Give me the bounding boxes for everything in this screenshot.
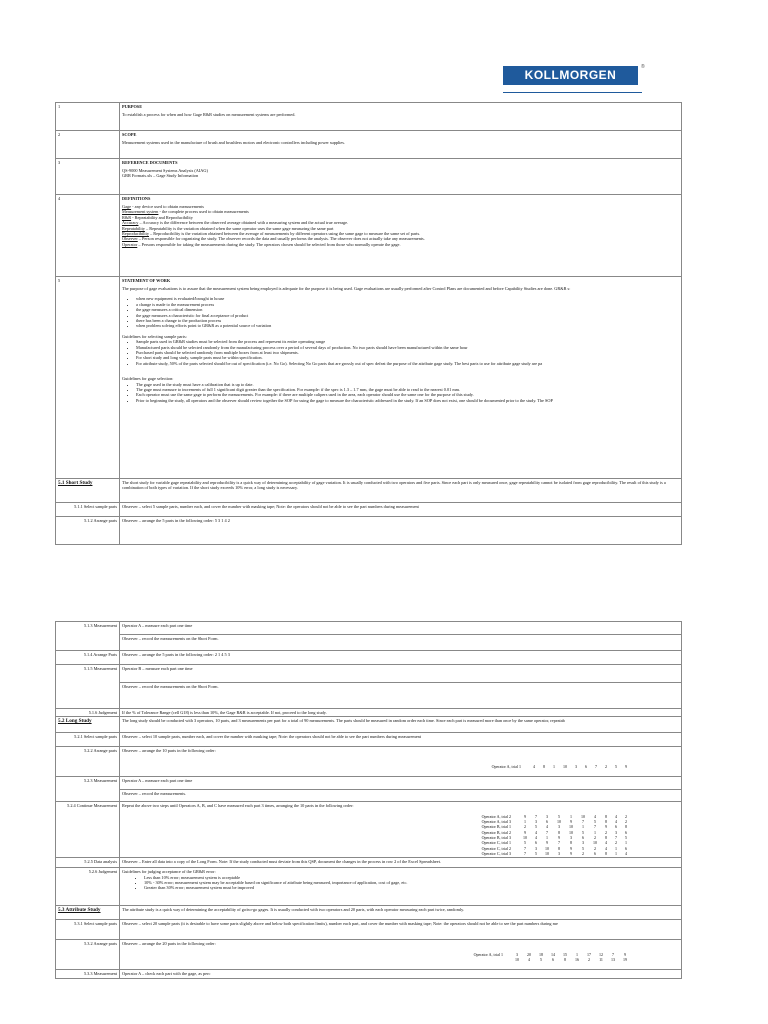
row-label: Operator A, trial 1 [491,763,521,769]
step-label: 5.2.3 Measurement [56,777,120,802]
step-text: Operator A – measure each part one time [120,622,682,635]
order-grid-long-trials [478,814,631,856]
step-text: Guidelines for judging acceptance of the GR&R error: • Less than 10% error; measurement system is acceptable • 10% - 30% error; measurement system may be acceptable based on significance of attribute being measured, importance of application, cost of gage, etc. • Greater than 30% error; measurement system must be improved [120,868,682,906]
list-item: • there has been a change to the production process [136,318,679,323]
list-item: • when problem solving efforts point to GR&R as a potential source of variation [136,323,679,328]
step-text: Observer – record the measurements on the Short Form. [120,635,682,651]
row-5-1-1 [56,503,682,517]
step-label: 5.3.2 Arrange parts [56,940,120,970]
step-text: Observer – select 20 sample parts (it is desirable to have some parts slightly above and below both specification limits), number each part, and cover the number with masking tape; Note: the operators should not be able to see the part numbers during me [120,920,682,940]
table-row: Operator C, trial 3 7 5 10 3 9 2 6 8 1 4 [481,850,627,856]
row-short-study [56,479,682,503]
table-row: Operator A, trial 1 4 8 1 10 3 6 7 2 5 9 [488,764,631,769]
step-text: Observer – arrange the 10 parts in the following order: Operator A, trial 1 4 8 1 10 3 6 7 2 5 9 [120,747,682,777]
list-item: • Manufactured parts should be selected randomly from the manufacturing process over a period of several days of production. No two parts should have been manufactured within the same hour [136,345,679,350]
list-item: • The gage must measure to increments of full 1 significant digit greater than the specification. For example: if the spec is 1.3 – 1.7 mm, the gage must be able to read to the nearest 0.01 mm. [136,387,679,392]
procedure-table-page1 [55,102,682,545]
row-5-2-4 [56,802,682,858]
step-label: 5.3.1 Select sample parts [56,920,120,940]
kollmorgen-logo: KOLLMORGEN [503,66,638,85]
row-5-1-4 [56,651,682,665]
row-purpose [56,103,682,131]
row-5-2-3-record [56,790,682,802]
row-5-1-5 [56,665,682,683]
definition-item: Measurement system - the complete process used to obtain measurements [122,209,249,215]
statement-intro: The purpose of gage evaluations is to assure that the measurement system being employed is adequate for the purpose it is being used. Gage evaluations are usually performed after Control Plans are documented and before Capability Studies are done. GR&R s: [122,285,571,291]
row-5-3-1 [56,920,682,940]
row-5-2-3 [56,777,682,790]
table-row: Operator A, trial 2 9 7 3 5 1 10 4 8 4 2 [481,813,627,819]
section-number: 1 [56,103,120,131]
list-item: • For short study and long study, sample parts must be within specification. [136,355,679,360]
references-title: REFERENCE DOCUMENTS [122,160,178,165]
row-5-1-3-record [56,635,682,651]
step-label: 5.1.2 Arrange parts [56,517,120,545]
definitions-title: DEFINITIONS [122,196,151,201]
row-long-study [56,717,682,733]
table-row: Operator B, trial 1 2 5 4 3 10 1 7 9 6 8 [481,824,627,830]
row-5-2-2 [56,747,682,777]
table-row: Operator C, trial 1 5 6 9 7 8 3 10 4 2 1 [481,840,627,846]
row-attribute-study [56,906,682,920]
list-item: • Greater than 30% error; measurement system must be improved [144,885,679,890]
table-row: Operator B, trial 2 9 4 7 8 10 5 1 2 3 6 [481,829,627,835]
step-text: Observer – select 5 sample parts, number each, and cover the number with masking tape; Note: the operators should not be able to see the part numbers during measurement [120,503,682,517]
list-item: • For attribute study, 50% of the parts selected should be out of specification (i.e. No Go). Selecting No Go parts that are grossly out of spec defeat the purpose of the attribute gage study. The best parts to use for attribute gage study are pa [136,361,679,366]
list-item: • Less than 10% error; measurement system is acceptable [144,875,679,880]
section-number: 2 [56,131,120,159]
table-row: Operator B, trial 3 10 4 1 9 3 6 2 8 7 5 [481,835,627,840]
registered-mark: ® [641,64,645,70]
step-label: 5.2.2 Arrange parts [56,747,120,777]
step-label: 5.1.5 Measurement [56,665,120,709]
row-5-1-5-record [56,683,682,709]
definition-item: Operator – Persons responsible for taking the measurements during the study. The operators chosen should be selected from those who normally operate the gage. [122,241,401,247]
definition-item: Observer – Person responsible for organizing the study. The observer records the data and usually performs the analysis. The observer does not actually take any measurements. [122,236,425,242]
step-text: Operator A – check each part with the gage, as perc [120,970,682,978]
section-number: 5 [56,277,120,479]
scope-cell [120,131,682,159]
definition-item: R&R - Repeatability and Reproducibility [122,214,193,220]
row-5-1-3 [56,622,682,635]
step-text: Observer – record the measurements on the Short Form. [120,683,682,709]
step-label: 5.2.1 Select sample parts [56,733,120,747]
row-scope [56,131,682,159]
attribute-study-text: The attribute study is a quick way of determining the acceptability of go/no-go gages. It is usually conducted with two operators and 20 parts, with each operator measuring each part twice, randomly. [120,906,682,920]
row-5-1-6 [56,709,682,717]
step-text: Operator B – measure each part one time [120,665,682,683]
sample-guidelines-list [122,339,679,366]
list-item: • Sample parts used in GR&R studies must be selected from the process and represent its entire operating range [136,339,679,344]
list-item: • 10% - 30% error; measurement system may be acceptable based on significance of attribute being measured, importance of application, cost of gage, etc. [144,880,679,885]
step-label: 5.1.1 Select sample parts [56,503,120,517]
step-text: Operator A – measure each part one time [120,777,682,790]
list-item: • The gage used in the study must have a calibration that is up to date. [136,382,679,387]
step-label: 5.2.4 Continue Measurement [56,802,120,858]
judgement-list [122,875,679,891]
table-row: Operator A, trial 3 1 3 6 10 9 7 5 8 4 2 [481,819,627,825]
step-label: 5.1.6 Judgement [56,709,120,717]
row-5-3-2 [56,940,682,970]
reference-line: QS-9000 Measurement Systems Analysis (AIAG) [122,167,208,173]
table-row: Operator A, trial 1 3 20 18 14 15 1 17 12 7 9 [470,952,631,957]
list-item: • Purchased parts should be selected randomly from multiple boxes from at least two shipments. [136,350,679,355]
definition-item: Gage - any device used to obtain measurements [122,203,204,209]
scope-text: Measurement systems used in the manufacture of brush and brushless motors and electronic controllers including power supplies. [122,139,346,145]
table-row: 10 4 5 6 8 16 2 11 13 19 [515,956,627,962]
row-5-2-1 [56,733,682,747]
step-text: Repeat the above two steps until Operators A, B, and C have measured each part 3 times, arranging the 10 parts in the following order: Operator A, trial 2 9 7 3 5 1 10 4 8 4 2 Operator A, trial 3 1 3 6 10 9 7 5 8 4 2 Operator B, trial 1 2 5 4 3 10 1 7 9 6 8 Operator B, trial 2 9 4 7 8 10 5 1 2 3 6 Operator B, trial 3 10 4 1 9 3 6 2 8 7 5 Operator C, trial 1 5 6 9 7 8 3 10 4 2 1 Operator C, trial 2 7 3 10 8 9 5 2 4 1 6 Operator C, trial 3 7 5 10 3 9 2 6 8 1 4 [120,802,682,858]
step-text: Observer – Enter all data into a copy of the Long Form. Note: If the study conducted must deviate from this QSP, document the changes in the process in row 2 of the Excel Spreadsheet. [120,858,682,868]
section-number: 3 [56,159,120,195]
step-label: 5.1.3 Measurement [56,622,120,651]
definition-item: Reproducibility – Reproducibility is the variation obtained between the average of measurements by different operators using the same gage to measure the same set of parts. [122,230,421,236]
definition-item: Accuracy – Accuracy is the difference between the observed average obtained with a measuring system and the actual true average. [122,220,349,226]
row-5-1-2 [56,517,682,545]
attribute-study-label: 5.3 Attribute Study [56,906,120,920]
gage-guidelines-title: Guidelines for gage selection: [122,376,174,382]
long-study-label: 5.2 Long Study [56,717,120,733]
step-label: 5.2.6 Judgement [56,868,120,906]
list-item: • a change is made to the measurement process [136,302,679,307]
reference-line: GRR Formats.xls – Gage Study Information [122,173,199,179]
references-cell [120,159,682,195]
step-label: 5.3.3 Measurement [56,970,120,978]
scope-title: SCOPE [122,132,137,137]
table-row: Operator C, trial 2 7 3 10 8 9 5 2 4 1 6 [481,845,627,851]
row-definitions [56,195,682,277]
step-label: 5.2.5 Data analysis [56,858,120,868]
statement-title: STATEMENT OF WORK [122,278,171,283]
purpose-cell [120,103,682,131]
short-study-text: The short study for variable gage repeatability and reproducibility is a quick way of determining acceptability of gage variation. It is usually conducted with two operators and five parts. Since each part is only measured once, gage repeatability cannot be isolated from gage reproducibility. The result of this study is a combination of both types of variation. If the short study exceeds 10% error, a long study is necessary. [120,479,682,503]
definition-item: Repeatability – Repeatability is the variation obtained when the same operator uses the same gage measuring the same part [122,225,334,231]
procedure-table-page2 [55,621,682,979]
gage-guidelines-list [122,382,679,404]
section-number: 4 [56,195,120,277]
step-text: If the % of Tolerance Range (cell G18) is less than 10%, the Gage R&R is acceptable. If not, proceed to the long study. [120,709,682,717]
row-5-3-3 [56,970,682,978]
definitions-cell [120,195,682,277]
row-references [56,159,682,195]
step-label: 5.1.4 Arrange Parts [56,651,120,665]
row-label: Operator A, trial 1 [473,951,503,957]
sample-guidelines-title: Guidelines for selecting sample parts: [122,333,187,339]
row-5-2-5 [56,858,682,868]
purpose-title: PURPOSE [122,104,143,109]
step-text: Observer – arrange the 20 parts in the following order: Operator A, trial 1 3 20 18 14 15 1 17 12 7 9 10 4 5 6 8 16 2 11 13 19 [120,940,682,970]
order-grid-attribute-a1 [470,952,631,963]
order-grid-long-a1 [488,764,631,769]
purpose-text: To establish a process for when and how Gage R&R studies on measurement systems are performed. [122,111,296,117]
step-text: Observer – arrange the 5 parts in the following order: 5 3 1 4 2 [120,517,682,545]
short-study-label: 5.1 Short Study [56,479,120,503]
statement-cell [120,277,682,479]
list-item: • when new equipment is evaluated/brought in house [136,296,679,301]
step-text: Observer – arrange the 5 parts in the following order: 2 1 4 5 3 [120,651,682,665]
step-text: Observer – record the measurements. [120,790,682,802]
list-item: • the gage measures a characteristic for final acceptance of product [136,313,679,318]
list-item: • Prior to beginning the study, all operators and the observer should review together the SOP for using the gage to measure the characteristic addressed in the study. If an SOP does not exist, one should be documented prior to the study. The SOP [136,398,679,403]
row-5-2-6 [56,868,682,906]
row-statement-of-work [56,277,682,479]
step-text: Observer – select 10 sample parts, number each, and cover the number with masking tape; Note: the operators should not be able to see the part numbers during measurement [120,733,682,747]
logo-underline [503,92,642,93]
list-item: • Each operator must use the same gage to perform the measurements. For example: if there are multiple calipers used in the area, each operator should use the same one for the purpose of this study. [136,392,679,397]
list-item: • the gage measures a critical dimension [136,307,679,312]
long-study-text: The long study should be conducted with 3 operators, 10 parts, and 3 measurements per part for a total of 90 measurements. The parts should be measured in random order each time. Since each part is measured more than once by the same operator, repeatab [120,717,682,733]
gr-r-triggers-list [122,296,679,328]
